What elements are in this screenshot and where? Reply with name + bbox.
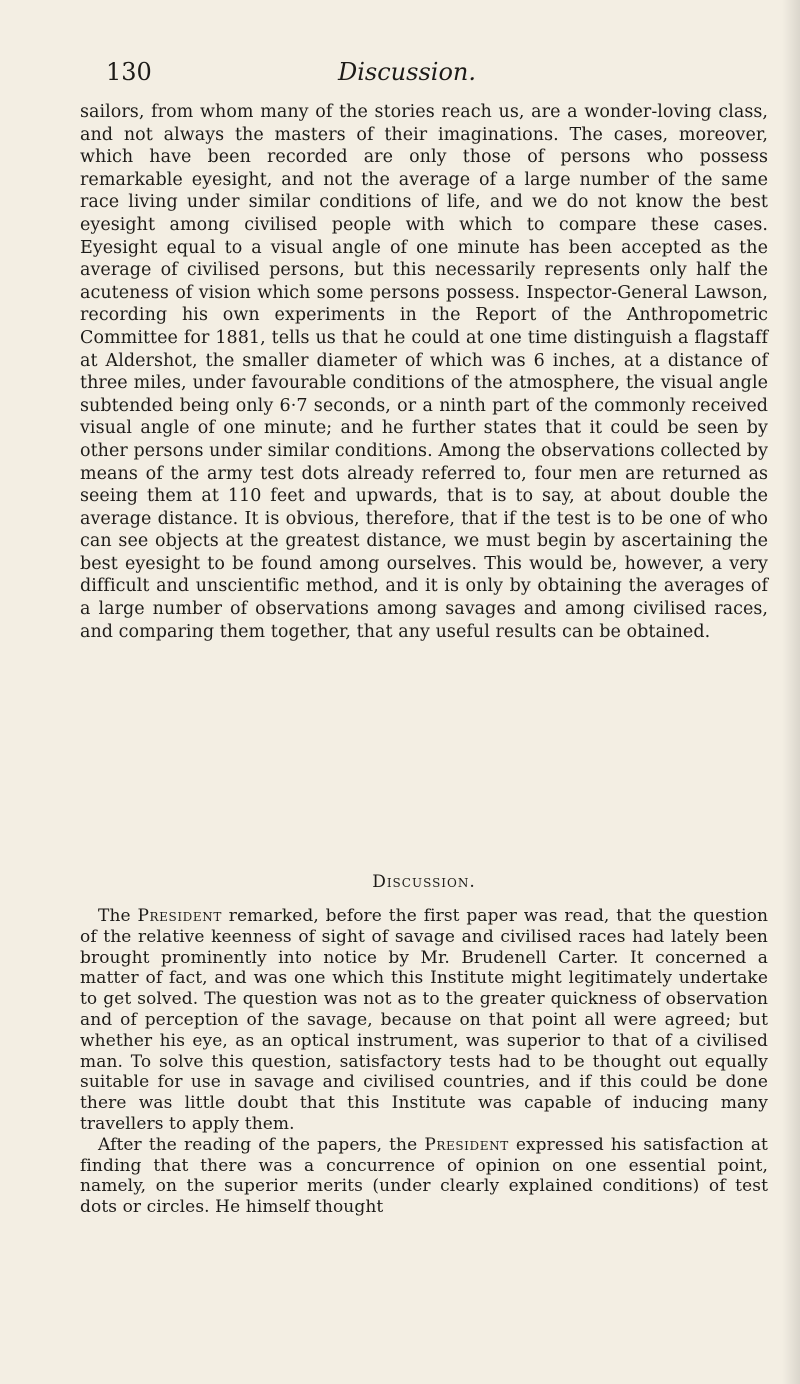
main-paragraph: sailors, from whom many of the stories reach us, are a wonder-loving class, and not always the masters of their imaginations. The cases, moreover, which have been recorded are only those of persons who possess remarkable eyesight, and not the average of a large number of the same race living under similar conditions of life, and we do not know the best eyesight among civilised people with which to compare these cases. Eyesight equal to a visual angle of one minute has been accepted as the average of civilised persons, but this necessarily represents only half the acuteness of vision which some persons possess. Inspector-General Lawson, recording his own experiments in the Report of the Anthropometric Committee for 1881, tells us that he could at one time distinguish a flagstaff at Aldershot, the smaller diameter of which was 6 inches, at a distance of three miles, under favourable conditions of the atmosphere, the visual angle subtended being only 6·7 seconds, or a ninth part of the commonly received visual angle of one minute; and he further states that it could be seen by other persons under similar conditions. Among the observations collected by means of the army test dots already referred to, four men are returned as seeing them at 110 feet and upwards, that is to say, at about double the average distance. It is obvious, therefore, that if the test is to be one of who can see objects at the greatest distance, we must begin by ascertaining the best eyesight to be found among ourselves. This would be, however, a very difficult and unscientific method, and it is only by obtaining the averages of a large number of observations among savages and among civilised races, and comparing them together, that any useful results can be obtained. <box>80 102 768 642</box>
president-label-1: President <box>137 906 222 926</box>
page-edge-shadow <box>782 0 800 1384</box>
discussion-p2-lead: After the reading of the papers, the <box>98 1134 425 1155</box>
running-head: Discussion. <box>338 58 476 86</box>
discussion-paragraph-1 <box>80 906 768 1135</box>
discussion-section <box>80 906 768 1218</box>
page-number: 130 <box>106 58 152 86</box>
discussion-paragraph-2 <box>80 1135 768 1218</box>
president-label-2: President <box>424 1134 509 1155</box>
discussion-p1-rest: remarked, before the first paper was read, that the question of the relative keenness of sight of savage and civilised races had lately been brought prominently into notice by Mr. Brudenell Carter. It concerned a matter of fact, and was one which this Institute might legitimately undertake to get solved. The question was not as to the greater quickness of observation and of perception of the savage, because on that point all were agreed; but whether his eye, as an optical instrument, was superior to that of a civilised man. To solve this question, satisfactory tests had to be thought out equally suitable for use in savage and civilised countries, and if this could be done there was little doubt that this Institute was capable of inducing many travellers to apply them. <box>80 906 769 1134</box>
discussion-p1-lead: The <box>98 906 138 926</box>
page-header <box>106 52 766 92</box>
discussion-p2-rest: expressed his satisfaction at finding that there was a concurrence of opinion on one essential point, namely, on the superior merits (under clearly explained conditions) of test dots or circles. He himself thought <box>80 1134 768 1218</box>
discussion-heading: Discussion. <box>372 872 476 892</box>
